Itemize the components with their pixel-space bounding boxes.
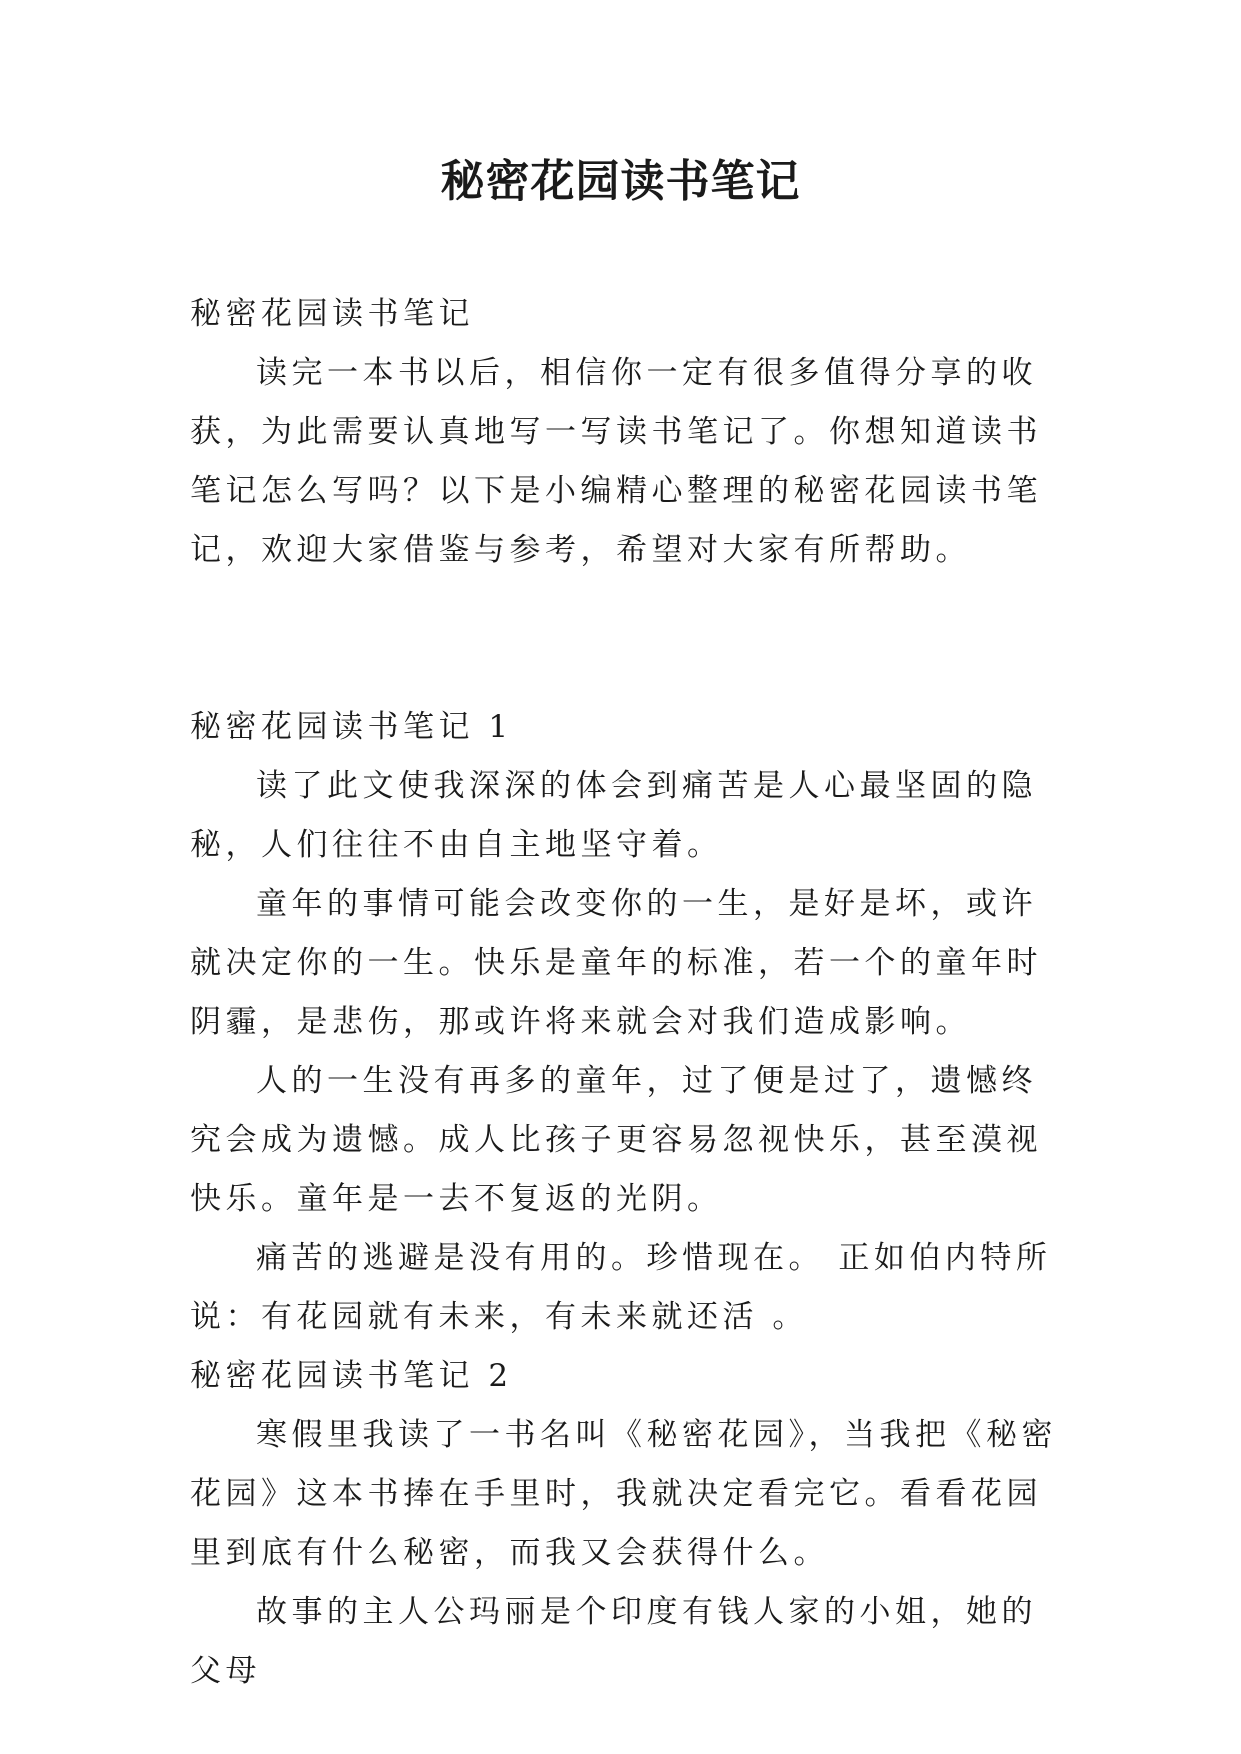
document-body: [190, 285, 1060, 1701]
note2-paragraph: 故事的主人公玛丽是个印度有钱人家的小姐，她的父母: [190, 1594, 1037, 1689]
document-title: 秘密花园读书笔记: [440, 156, 801, 207]
section-spacer: [190, 580, 1060, 698]
note1-paragraph: 痛苦的逃避是没有用的。珍惜现在。 正如伯内特所说：有花园就有未来，有未来就还活 。: [190, 1240, 1052, 1335]
note2-paragraph: 寒假里我读了一书名叫《秘密花园》，当我把《秘密花园》这本书捧在手里时，我就决定看完它。看看花园里到底有什么秘密，而我又会获得什么。: [190, 1417, 1057, 1571]
intro-heading: 秘密花园读书笔记: [190, 296, 474, 332]
note1-heading: 秘密花园读书笔记 1: [190, 709, 513, 745]
note1-paragraph: 读了此文使我深深的体会到痛苦是人心最坚固的隐秘，人们往往不由自主地坚守着。: [190, 768, 1037, 863]
intro-paragraph: 读完一本书以后，相信你一定有很多值得分享的收获，为此需要认真地写一写读书笔记了。你想知道读书笔记怎么写吗？以下是小编精心整理的秘密花园读书笔记，欢迎大家借鉴与参考，希望对大家有所帮助。: [190, 355, 1042, 568]
note1-paragraph: 人的一生没有再多的童年，过了便是过了，遗憾终究会成为遗憾。成人比孩子更容易忽视快乐，甚至漠视快乐。童年是一去不复返的光阴。: [190, 1063, 1042, 1217]
note1-paragraph: 童年的事情可能会改变你的一生，是好是坏，或许就决定你的一生。快乐是童年的标准，若一个的童年时阴霾，是悲伤，那或许将来就会对我们造成影响。: [190, 886, 1042, 1040]
note2-heading: 秘密花园读书笔记 2: [190, 1358, 513, 1394]
